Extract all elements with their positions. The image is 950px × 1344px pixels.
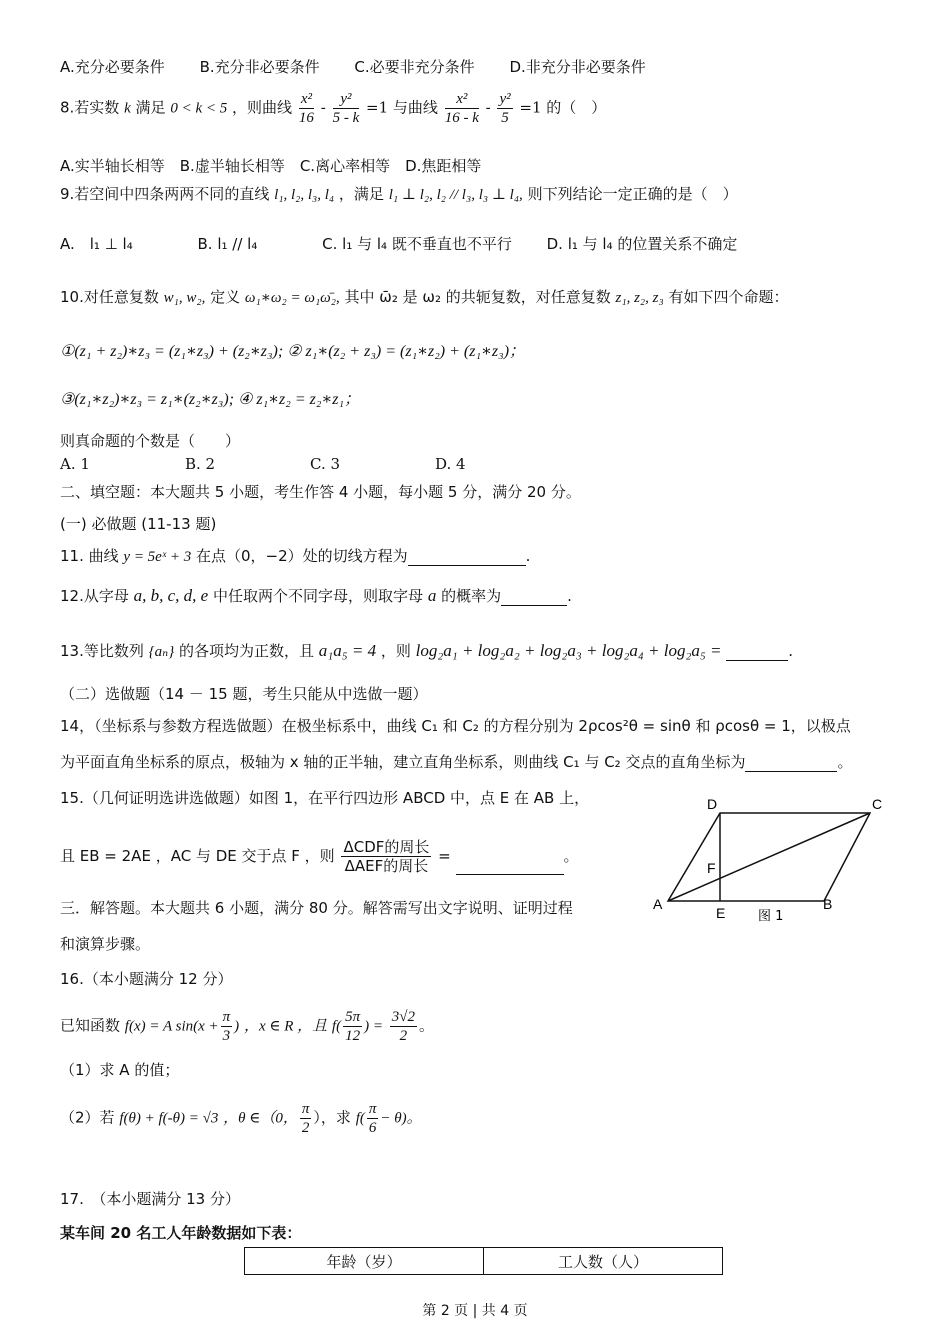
q12 bbox=[60, 585, 572, 606]
q13-a: 13.等比数列 bbox=[60, 642, 144, 660]
q10-propositions-3-4: ③(z₁∗z₂)∗z₃ = z₁∗(z₂∗z₃); ④ z₁∗z₂ = z₂∗z₁； bbox=[60, 391, 361, 408]
q16-eq: ) = bbox=[364, 1018, 383, 1035]
q10-stem-a: 10.对任意复数 bbox=[60, 288, 159, 306]
q14-answer-blank[interactable] bbox=[745, 755, 837, 772]
q16-fx: f(x) = A sin(x + bbox=[124, 1018, 219, 1035]
q13-answer-blank[interactable] bbox=[726, 644, 788, 661]
q14-end: 。 bbox=[837, 753, 853, 771]
q16-given-text: 已知函数 bbox=[60, 1016, 121, 1035]
q16-part2-expr: f(θ) + f(-θ) = √3 bbox=[119, 1110, 219, 1127]
q12-b: 中任取两个不同字母，则取字母 bbox=[213, 587, 424, 605]
label-e: E bbox=[716, 905, 726, 921]
q10-options bbox=[60, 455, 466, 473]
q16-domain: ，x ∈ R ，且 bbox=[243, 1018, 328, 1035]
q8-cond-label: 满足 bbox=[135, 98, 166, 117]
q10-stem-b: 有如下四个命题： bbox=[668, 288, 789, 306]
q9-option-d: D. l₁ 与 l₄ 的位置关系不确定 bbox=[546, 235, 738, 253]
section3-line2: 和演算步骤。 bbox=[60, 935, 151, 953]
q8-prefix: 8.若实数 bbox=[60, 98, 120, 117]
q10-def: ω₁∗ω₂ = ω₁ω̄₂, bbox=[244, 290, 340, 306]
q9-lines: l₁, l₂, l₃, l₄ bbox=[274, 187, 335, 203]
q16-f6: f( bbox=[355, 1110, 365, 1127]
q11 bbox=[60, 545, 530, 566]
q8-stem: 8.若实数 k 满足 0 < k < 5 ，则曲线 $\frac{\text{x²}}{16}$ - $\frac{\text{y²}}{5 - k}$ =1 与曲线 $\frac{\text{x²}}{16 - k}$ - $\frac{\text{y²}}{5}$ =1 的（ ） bbox=[60, 91, 607, 126]
q10-w: w₁, w₂, bbox=[163, 290, 206, 306]
q11-b: 在点（0，−2）处的切线方程为 bbox=[195, 547, 408, 565]
q10-ask: 则真命题的个数是（ ） bbox=[60, 432, 241, 450]
label-d: D bbox=[707, 796, 718, 812]
q15-ratio-frac bbox=[341, 838, 431, 875]
q11-answer-blank[interactable] bbox=[408, 549, 526, 566]
q14-line2-text: 为平面直角坐标系的原点，极轴为 x 轴的正半轴，建立直角坐标系，则曲线 C₁ 与 C₂ 交点的直角坐标为 bbox=[60, 753, 746, 771]
q16-part2-b: ，θ ∈（0， bbox=[223, 1110, 298, 1127]
q9-stem-a: 9.若空间中四条两两不同的直线 bbox=[60, 185, 270, 203]
elective-heading: （二）选做题（14 － 15 题，考生只能从中选做一题） bbox=[60, 685, 428, 703]
label-c: C bbox=[872, 796, 883, 812]
q10-propositions-1-2: ①(z₁ + z₂)∗z₃ = (z₁∗z₃) + (z₂∗z₃); ② z₁∗(z₂ + z₃) = (z₁∗z₂) + (z₁∗z₃)； bbox=[60, 343, 526, 360]
q8-curve2-frac-b: $\frac{\text{y²}}{5}$ bbox=[499, 91, 511, 126]
q16-part2 bbox=[60, 1100, 422, 1137]
q9-stem-b: ，满足 bbox=[338, 185, 384, 203]
q12-c: 的概率为 bbox=[441, 587, 502, 605]
q15-line2 bbox=[60, 838, 579, 875]
q10-option-b: B. 2 bbox=[185, 455, 216, 473]
q9-stem-c: 则下列结论一定正确的是（ ） bbox=[527, 185, 738, 203]
q10-option-a: A. 1 bbox=[60, 455, 90, 473]
q16-f-at: f( bbox=[331, 1018, 342, 1035]
q12-letters: a, b, c, d, e bbox=[133, 586, 209, 605]
q13 bbox=[60, 640, 793, 661]
q10-def-label: 定义 bbox=[210, 288, 241, 306]
age-table bbox=[244, 1247, 723, 1275]
q9-stem bbox=[60, 183, 738, 204]
q9-option-b: B. l₁ // l₄ bbox=[197, 235, 258, 253]
table-header-age: 年龄（岁） bbox=[245, 1248, 484, 1275]
q16-part2-a: （2）若 bbox=[60, 1108, 115, 1127]
page-footer: 第 2 页 | 共 4 页 bbox=[422, 1303, 528, 1319]
q16-pi-over-3: $\frac{\pi}{3}$ bbox=[222, 1009, 231, 1044]
q9-cond: l₁ ⊥ l₂, l₂ // l₃, l₃ ⊥ l₄, bbox=[388, 187, 523, 203]
label-f: F bbox=[707, 860, 716, 876]
q10-where: 其中 ω̄₂ 是 ω₂ 的共轭复数，对任意复数 bbox=[344, 288, 611, 306]
q12-end: . bbox=[567, 587, 572, 605]
q8-var: k bbox=[124, 100, 131, 117]
parallelogram-figure bbox=[655, 792, 895, 927]
q16-heading: 16.（本小题满分 12 分） bbox=[60, 970, 233, 988]
q9-options bbox=[60, 233, 737, 254]
q9-option-a: A. l₁ ⊥ l₄ bbox=[60, 235, 133, 253]
q17-intro: 某车间 20 名工人年龄数据如下表： bbox=[60, 1224, 302, 1242]
q8-options: A.实半轴长相等 B.虚半轴长相等 C.离心率相等 D.焦距相等 bbox=[60, 157, 482, 175]
q16-pi-over-2: $\frac{\pi}{2}$ bbox=[301, 1101, 310, 1136]
q13-end: . bbox=[788, 642, 794, 660]
q10-option-d: D. 4 bbox=[435, 455, 466, 473]
q7-option-a: A.充分必要条件 bbox=[60, 58, 165, 76]
q8-suffix: 的（ ） bbox=[546, 98, 607, 117]
section3-line1: 三．解答题。本大题共 6 小题，满分 80 分。解答需写出文字说明、证明过程 bbox=[60, 899, 573, 917]
q16-fx-end: ) bbox=[234, 1018, 240, 1035]
q10-z: z₁, z₂, z₃ bbox=[615, 290, 664, 306]
label-b: B bbox=[823, 896, 833, 912]
section2-heading: 二、填空题：本大题共 5 小题，考生作答 4 小题，每小题 5 分，满分 20 分。 bbox=[60, 483, 581, 501]
q10-stem bbox=[60, 286, 788, 307]
q13-c: ，则 bbox=[380, 642, 411, 660]
q7-option-d: D.非充分非必要条件 bbox=[509, 58, 646, 76]
figure-caption: 图 1 bbox=[758, 909, 784, 924]
q16-period: 。 bbox=[418, 1016, 434, 1035]
q12-a: 12.从字母 bbox=[60, 587, 129, 605]
q16-rhs-frac: $\frac{3√2}{2}$ bbox=[391, 1009, 415, 1044]
q13-cond: a₁a₅ = 4 bbox=[318, 641, 377, 660]
q9-option-c: C. l₁ 与 l₄ 既不垂直也不平行 bbox=[322, 235, 512, 253]
q11-expr: y = 5eˣ + 3 bbox=[123, 549, 192, 565]
q15-frac-den: ΔAEF的周长 bbox=[344, 857, 429, 875]
q8-curve1-frac-a: $\frac{\text{x²}}{16}$ bbox=[298, 91, 314, 126]
table-header-workers: 工人数（人） bbox=[484, 1248, 723, 1275]
q16-f6-end: − θ)。 bbox=[380, 1110, 422, 1127]
q16-part2-c: ），求 bbox=[313, 1108, 351, 1127]
q8-mid: ，则曲线 bbox=[232, 98, 293, 117]
q8-cond: 0 < k < 5 bbox=[170, 100, 228, 117]
q7-options bbox=[60, 56, 646, 77]
q16-5pi-over-12: $\frac{5\pi}{12}$ bbox=[345, 1009, 361, 1044]
q13-seq: {aₙ} bbox=[148, 644, 175, 660]
q12-letter: a bbox=[427, 586, 437, 605]
q8-curve1-frac-b: $\frac{\text{y²}}{5 - k}$ bbox=[332, 91, 360, 126]
q11-a: 11. 曲线 bbox=[60, 547, 119, 565]
q15-equals: = bbox=[438, 847, 451, 865]
q16-pi-over-6: $\frac{\pi}{6}$ bbox=[368, 1101, 377, 1136]
q16-part1: （1）求 A 的值； bbox=[60, 1061, 180, 1079]
q7-option-c: C.必要非充分条件 bbox=[354, 58, 475, 76]
q14-line1: 14，（坐标系与参数方程选做题）在极坐标系中，曲线 C₁ 和 C₂ 的方程分别为 2ρcos²θ = sinθ 和 ρcosθ = 1，以极点 bbox=[60, 717, 851, 735]
q15-line2-text: 且 EB = 2AE ，AC 与 DE 交于点 F ，则 bbox=[60, 847, 335, 865]
q14-line2 bbox=[60, 751, 852, 772]
q13-expr: log₂a₁ + log₂a₂ + log₂a₃ + log₂a₄ + log₂a₅ = bbox=[415, 641, 722, 660]
q8-with: 与曲线 bbox=[392, 98, 438, 117]
table-header-row bbox=[245, 1248, 723, 1275]
q17-heading: 17. （本小题满分 13 分） bbox=[60, 1190, 240, 1208]
q15-end: 。 bbox=[563, 847, 579, 865]
q15-frac-num: ΔCDF的周长 bbox=[343, 838, 430, 856]
label-a: A bbox=[653, 896, 663, 912]
required-heading: (一) 必做题 (11-13 题) bbox=[60, 515, 217, 533]
q15-answer-blank[interactable] bbox=[456, 858, 564, 875]
diagonal-ac bbox=[668, 813, 870, 901]
q15-line1: 15.（几何证明选讲选做题）如图 1，在平行四边形 ABCD 中，点 E 在 AB 上， bbox=[60, 789, 590, 807]
q8-curve2-frac-a: $\frac{\text{x²}}{16 - k}$ bbox=[444, 91, 479, 126]
q13-b: 的各项均为正数，且 bbox=[179, 642, 315, 660]
q10-option-c: C. 3 bbox=[310, 455, 341, 473]
q11-end: . bbox=[525, 547, 531, 565]
q16-given bbox=[60, 1008, 434, 1045]
q7-option-b: B.充分非必要条件 bbox=[199, 58, 320, 76]
q12-answer-blank[interactable] bbox=[501, 589, 567, 606]
